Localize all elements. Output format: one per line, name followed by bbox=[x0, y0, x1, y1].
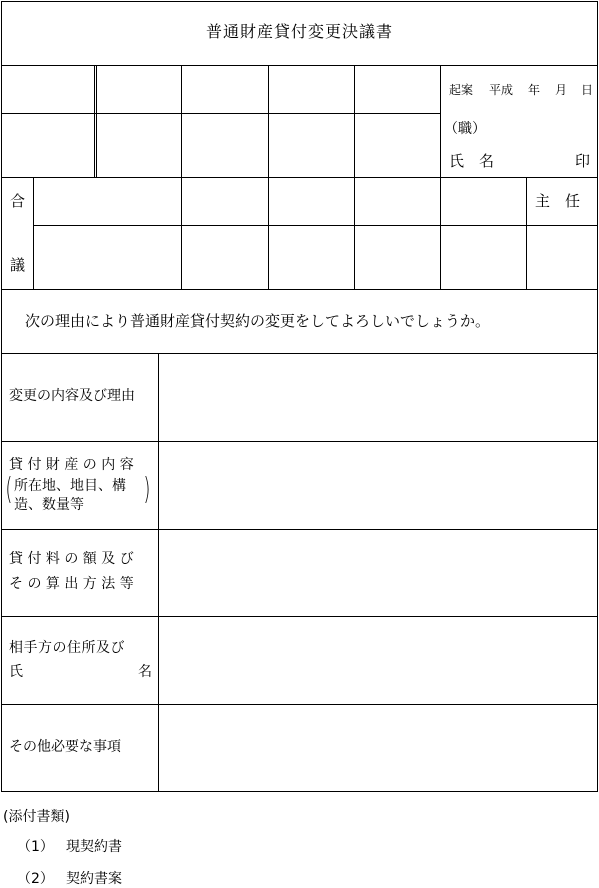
vline-3 bbox=[354, 65, 355, 289]
change-reason-field[interactable] bbox=[159, 354, 597, 441]
month-label: 月 bbox=[555, 83, 568, 97]
open-paren: ( bbox=[5, 472, 13, 507]
attachments-heading: (添付書類) bbox=[3, 809, 70, 825]
frame-left bbox=[1, 1, 2, 792]
seal-label: 印 bbox=[575, 152, 591, 170]
hline-1 bbox=[1, 65, 598, 66]
kian-label: 起案 bbox=[449, 83, 474, 97]
form-title: 普通財産貸付変更決議書 bbox=[205, 22, 393, 41]
other-matters-field[interactable] bbox=[159, 705, 597, 791]
row-property-label-1: 貸 付 財 産 の 内 容 bbox=[9, 457, 134, 473]
row-other-label: その他必要な事項 bbox=[9, 739, 121, 755]
row-counterparty-label-2b: 名 bbox=[138, 664, 152, 680]
property-details-field[interactable] bbox=[159, 442, 597, 529]
year-label: 年 bbox=[528, 83, 541, 97]
gougi-gi: 議 bbox=[10, 256, 26, 274]
row-property-label-2: 所在地、地目、構 bbox=[14, 478, 126, 494]
shoku-label: （職） bbox=[444, 121, 486, 137]
era-label: 平成 bbox=[489, 83, 514, 97]
vline-4 bbox=[440, 65, 441, 289]
attachment-text-1: 現契約書 bbox=[66, 839, 122, 855]
counterparty-field[interactable] bbox=[159, 617, 597, 704]
vline-2 bbox=[268, 65, 269, 289]
vline-gougi bbox=[33, 177, 34, 289]
attachment-num-2: （2） bbox=[17, 871, 54, 887]
hline-5 bbox=[1, 289, 598, 290]
row-counterparty-label-2a: 氏 bbox=[9, 664, 23, 680]
statement-text: 次の理由により普通財産貸付契約の変更をしてよろしいでしょうか。 bbox=[25, 312, 491, 330]
hline-2 bbox=[1, 113, 441, 114]
day-label: 日 bbox=[581, 83, 594, 97]
attachment-num-1: （1） bbox=[17, 839, 54, 855]
fee-details-field[interactable] bbox=[159, 530, 597, 616]
row-change-reason-label: 変更の内容及び理由 bbox=[9, 388, 135, 404]
vline-double-b bbox=[96, 65, 97, 177]
vline-double-a bbox=[94, 65, 95, 177]
row-property-label-3: 造、数量等 bbox=[14, 497, 84, 513]
shunin-label: 主 任 bbox=[535, 192, 581, 210]
frame-top bbox=[1, 1, 598, 2]
hline-4 bbox=[33, 225, 598, 226]
close-paren: ) bbox=[143, 472, 151, 507]
row-fee-label-2: そ の 算 出 方 法 等 bbox=[9, 576, 134, 592]
frame-right bbox=[597, 1, 598, 792]
row-counterparty-label-1: 相手方の住所及び bbox=[9, 640, 125, 656]
vline-1 bbox=[181, 65, 182, 289]
vline-shunin bbox=[526, 177, 527, 289]
hline-3 bbox=[1, 177, 598, 178]
shimei-label: 氏 名 bbox=[449, 152, 495, 170]
row-fee-label-1: 貸 付 料 の 額 及 び bbox=[9, 551, 134, 567]
gougi-ai: 合 bbox=[10, 192, 26, 210]
frame-bottom bbox=[1, 791, 598, 792]
attachment-text-2: 契約書案 bbox=[66, 871, 122, 887]
